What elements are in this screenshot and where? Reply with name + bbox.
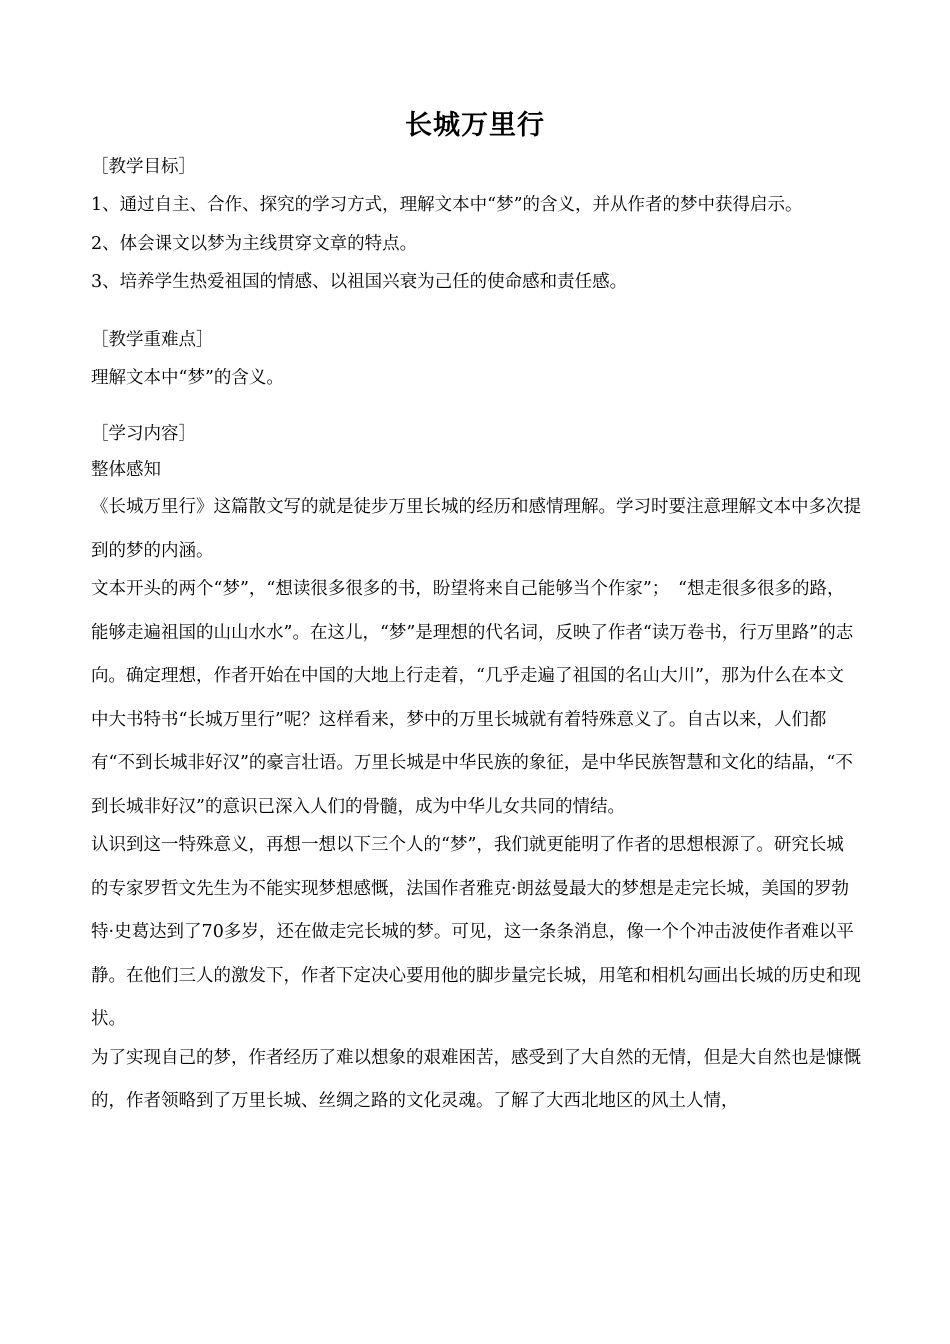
paragraph-3: 认识到这一特殊意义，再想一想以下三个人的“梦”，我们就更能明了作者的思想根源了。研究长城的专家罗哲文先生为不能实现梦想感慨，法国作者雅克·朗兹曼最大的梦想是走完长城，美国的罗勃特·史葛达到了70多岁，还在做走完长城的梦。可见，这一条条消息，像一个个冲击波使作者难以平静。在他们三人的激发下，作者下定决心要用他的脚步量完长城，用笔和相机勾画出长城的历史和现状。 (91, 835, 861, 1029)
document-title: 长城万里行 (405, 110, 545, 141)
paragraph-4: 为了实现自己的梦，作者经历了难以想象的艰难困苦，感受到了大自然的无情，但是大自然也是慷慨的，作者领略到了万里长城、丝绸之路的文化灵魂。了解了大西北地区的风土人情， (91, 1047, 861, 1111)
paragraph-2: 文本开头的两个“梦”，“想读很多很多的书，盼望将来自己能够当个作家”； “想走很多很多的路，能够走遍祖国的山山水水”。在这儿，“梦”是理想的代名词，反映了作者“读万卷书，行万里路”的志向。确定理想，作者开始在中国的大地上行走着，“几乎走遍了祖国的名山大川”，那为什么在本文中大书特书“长城万里行”呢？这样看来，梦中的万里长城就有着特殊意义了。自古以来，人们都有“不到长城非好汉”的豪言壮语。万里长城是中华民族的象征，是中华民族智慧和文化的结晶，“不到长城非好汉”的意识已深入人们的骨髓，成为中华儿女共同的情结。 (91, 579, 854, 817)
spacer (91, 355, 861, 363)
objective-item-2: 2、体会课文以梦为主线贯穿文章的特点。 (91, 233, 418, 254)
document-body (91, 152, 861, 1117)
spacer (91, 297, 861, 325)
paragraph-1: 《长城万里行》这篇散文写的就是徒步万里长城的经历和感情理解。学习时要注意理解文本中多次提到的梦的内涵。 (91, 497, 861, 561)
spacer (91, 259, 861, 267)
objectives-heading: ［教学目标］ (91, 157, 196, 177)
difficulty-heading: ［教学重难点］ (91, 329, 214, 350)
difficulty-text: 理解文本中“梦”的含义。 (91, 367, 284, 388)
objective-item-3: 3、培养学生热爱祖国的情感、以祖国兴衰为己任的使命感和责任感。 (91, 271, 628, 292)
content-subheading: 整体感知 (91, 459, 161, 480)
objective-item-1: 1、通过自主、合作、探究的学习方式，理解文本中“梦”的含义，并从作者的梦中获得启示。 (91, 194, 803, 215)
spacer (91, 393, 861, 419)
content-heading: ［学习内容］ (91, 423, 196, 444)
